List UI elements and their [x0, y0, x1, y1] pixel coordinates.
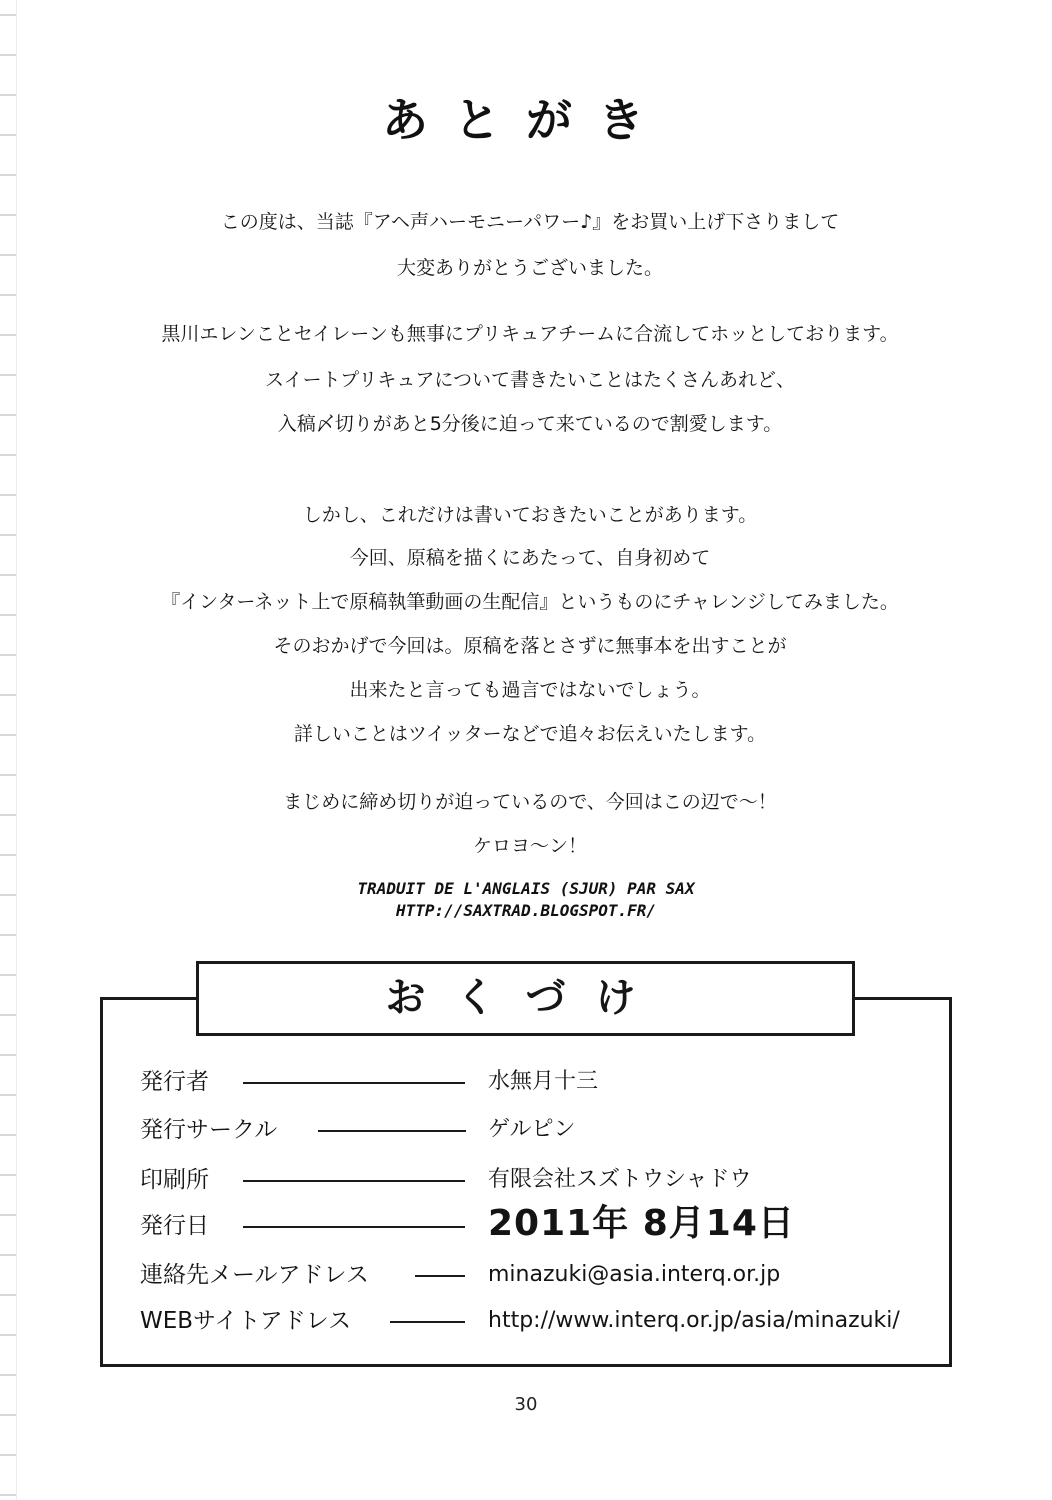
afterword-line: この度は、当誌『アヘ声ハーモニーパワー♪』をお買い上げ下さりまして	[220, 211, 840, 233]
afterword-signoff: ケロヨ〜ン！	[472, 835, 587, 857]
colophon-row-website	[0, 1301, 1052, 1341]
afterword-line: 大変ありがとうございました。	[396, 257, 663, 279]
colophon-title: おくづけ	[196, 961, 855, 1036]
leader-line	[243, 1082, 465, 1084]
colophon-row-printer	[0, 1160, 1052, 1200]
afterword-line: 『インターネット上で原稿執筆動画の生配信』というものにチャレンジしてみました。	[161, 591, 899, 613]
afterword-line: しかし、これだけは書いておきたいことがあります。	[302, 504, 758, 526]
afterword-line: まじめに締め切りが迫っているので、今回はこの辺で〜！	[283, 791, 777, 813]
colophon-label: 発行サークル	[140, 1117, 278, 1143]
page-number: 30	[514, 1394, 538, 1415]
colophon-label: WEBサイトアドレス	[140, 1308, 352, 1334]
leader-line	[415, 1275, 465, 1277]
leader-line	[243, 1180, 465, 1182]
colophon-row-date	[0, 1203, 1052, 1246]
translator-url: HTTP://SAXTRAD.BLOGSPOT.FR/	[395, 901, 657, 920]
afterword-line: 詳しいことはツイッターなどで追々お伝えいたします。	[293, 723, 767, 745]
colophon-value: 2011年 8月14日	[488, 1203, 795, 1244]
colophon-value: minazuki@asia.interq.or.jp	[488, 1262, 781, 1287]
colophon-row-circle	[0, 1110, 1052, 1150]
colophon-label: 連絡先メールアドレス	[140, 1262, 369, 1288]
translator-credit: TRADUIT DE L'ANGLAIS (SJUR) PAR SAX	[357, 879, 695, 898]
colophon-row-email	[0, 1255, 1052, 1295]
colophon-label: 発行日	[140, 1213, 209, 1239]
leader-line	[243, 1226, 465, 1228]
afterword-line: 入稿〆切りがあと5分後に迫って来ているので割愛します。	[277, 413, 783, 435]
colophon-value: 水無月十三	[488, 1069, 599, 1094]
colophon-value: http://www.interq.or.jp/asia/minazuki/	[488, 1308, 900, 1333]
leader-line	[318, 1130, 466, 1132]
colophon-label: 印刷所	[140, 1167, 209, 1193]
colophon-value: ゲルピン	[488, 1117, 576, 1142]
afterword-line: スイートプリキュアについて書きたいことはたくさんあれど、	[265, 369, 795, 391]
colophon-value: 有限会社スズトウシャドウ	[488, 1167, 752, 1192]
afterword-line: 今回、原稿を描くにあたって、自身初めて	[349, 547, 711, 569]
afterword-line: 出来たと言っても過言ではないでしょう。	[349, 679, 711, 701]
afterword-line: そのおかげで今回は。原稿を落とさずに無事本を出すことが	[273, 635, 787, 657]
leader-line	[390, 1321, 465, 1323]
afterword-title: あとがき	[382, 93, 670, 147]
afterword-line: 黒川エレンことセイレーンも無事にプリキュアチームに合流してホッとしております。	[161, 323, 899, 345]
colophon-row-publisher	[0, 1062, 1052, 1102]
colophon-label: 発行者	[140, 1069, 209, 1095]
